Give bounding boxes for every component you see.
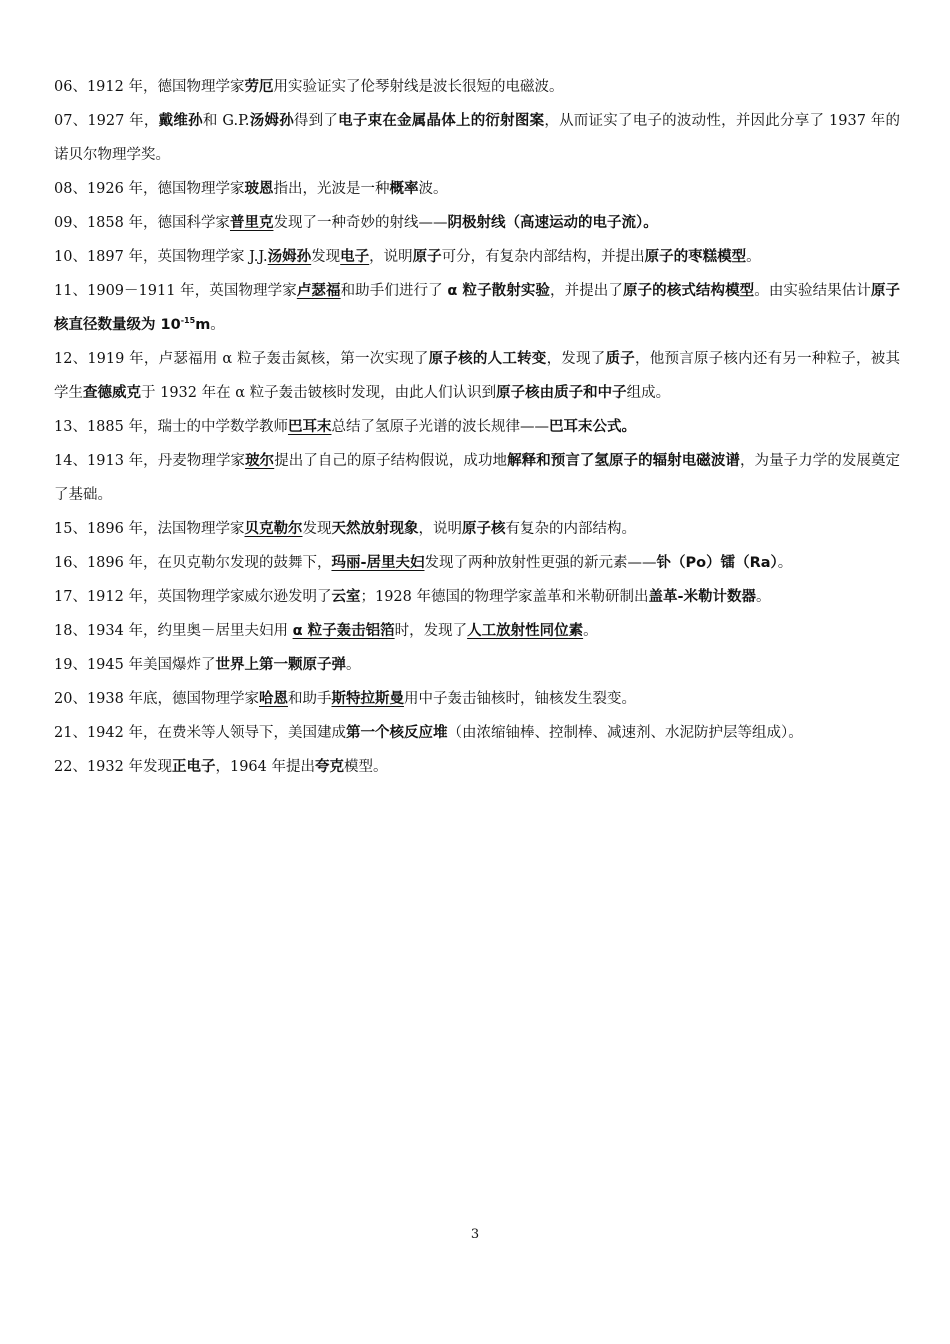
entry-text: 和助手 bbox=[287, 691, 332, 707]
entry-text: 14、1913 年，丹麦物理学家 bbox=[54, 453, 246, 469]
entry-text: ，并提出了 bbox=[550, 283, 623, 299]
entry-text: 07、1927 年， bbox=[54, 113, 159, 129]
entry-text: 总结了氢原子光谱的波长规律—— bbox=[331, 419, 549, 435]
entry-text: 发现了两种放射性更强的新元素—— bbox=[424, 555, 657, 571]
bold-term: 原子 bbox=[412, 249, 442, 265]
entry-text: 得到了 bbox=[293, 113, 339, 129]
entry-text: 发现了一种奇妙的射线—— bbox=[273, 215, 448, 231]
bold-term: 玻恩 bbox=[244, 181, 274, 197]
entry-text: ，说明 bbox=[369, 249, 413, 265]
underlined-name: 玛丽-居里夫妇 bbox=[331, 555, 425, 571]
entry-text: 。 bbox=[345, 657, 361, 673]
underlined-name: 哈恩 bbox=[258, 691, 288, 707]
entry-text: 22、1932 年发现 bbox=[54, 759, 172, 775]
history-entry bbox=[54, 682, 900, 716]
entry-text: 18、1934 年，约里奥－居里夫妇用 bbox=[54, 623, 293, 639]
entry-text: 。 bbox=[583, 623, 598, 639]
history-entry bbox=[54, 172, 900, 206]
entry-text: 10、1897 年，英国物理学家 J.J. bbox=[54, 249, 268, 265]
history-entry bbox=[54, 750, 900, 784]
entry-text: 06、1912 年，德国物理学家 bbox=[54, 79, 245, 95]
entry-text: 。 bbox=[756, 589, 771, 605]
bold-term: m bbox=[195, 317, 211, 333]
entry-text: ，为量子力学的发展奠定了基础。 bbox=[54, 453, 901, 503]
bold-term: 劳厄 bbox=[244, 79, 274, 95]
entry-text: 于 1932 年在 α 粒子轰击铍核时发现，由此人们认识到 bbox=[141, 385, 497, 401]
entry-text: ，他预言原子核内还有另一种粒子，被其学生 bbox=[54, 351, 901, 401]
entry-text: 15、1896 年，法国物理学家 bbox=[54, 521, 245, 537]
entry-text: 13、1885 年，瑞士的中学数学教师 bbox=[54, 419, 288, 435]
entry-text: 指出，光波是一种 bbox=[273, 181, 390, 197]
entry-text: 用中子轰击铀核时，铀核发生裂变。 bbox=[403, 691, 636, 707]
bold-term: 质子 bbox=[605, 351, 635, 367]
bold-term: 原子核直径数量级为 10 bbox=[54, 283, 901, 333]
history-entry bbox=[54, 70, 900, 104]
entry-text: ，说明 bbox=[418, 521, 462, 537]
entry-text: ，1964 年提出 bbox=[215, 759, 315, 775]
entry-text: （由浓缩铀棒、控制棒、减速剂、水泥防护层等组成）。 bbox=[447, 725, 803, 741]
bold-term: 概率 bbox=[389, 181, 419, 197]
entry-text: 。 bbox=[746, 249, 761, 265]
history-entry bbox=[54, 444, 900, 512]
entry-text: 发现 bbox=[302, 521, 332, 537]
entry-text: ，从而证实了电子的波动性，并因此分享了 1937 年的诺贝尔物理学奖。 bbox=[54, 113, 901, 163]
history-entry bbox=[54, 206, 900, 240]
entry-text: 模型。 bbox=[343, 759, 388, 775]
bold-term: 戴维孙 bbox=[158, 113, 203, 129]
bold-term: 电子束在金属晶体上的衍射图案 bbox=[338, 113, 545, 129]
bold-term: α 粒子散射实验 bbox=[447, 283, 551, 299]
entry-text: 提出了自己的原子结构假说，成功地 bbox=[274, 453, 508, 469]
entry-text: 时，发现了 bbox=[394, 623, 468, 639]
entry-text: 09、1858 年，德国科学家 bbox=[54, 215, 230, 231]
underlined-name: 贝克勒尔 bbox=[244, 521, 303, 537]
entry-text: 组成。 bbox=[626, 385, 671, 401]
underlined-name: 汤姆孙 bbox=[267, 249, 312, 265]
underlined-name: α 粒子轰击铝箔 bbox=[292, 623, 395, 639]
underlined-name: 人工放射性同位素 bbox=[467, 623, 584, 639]
history-entry bbox=[54, 648, 900, 682]
entry-text: 16、1896 年，在贝克勒尔发现的鼓舞下， bbox=[54, 555, 332, 571]
bold-term: 正电子 bbox=[171, 759, 216, 775]
document-body bbox=[54, 70, 900, 784]
entry-text: 19、1945 年美国爆炸了 bbox=[54, 657, 216, 673]
bold-term: 原子的枣糕模型 bbox=[644, 249, 747, 265]
entry-text: 。由实验结果估计 bbox=[754, 283, 871, 299]
underlined-name: 卢瑟福 bbox=[296, 283, 341, 299]
history-entry bbox=[54, 580, 900, 614]
bold-term: 世界上第一颗原子弹 bbox=[215, 657, 346, 673]
history-entry bbox=[54, 716, 900, 750]
bold-term: 盖革-米勒计数器 bbox=[648, 589, 757, 605]
history-entry bbox=[54, 104, 900, 172]
superscript: -15 bbox=[180, 316, 196, 325]
history-entry bbox=[54, 274, 900, 342]
entry-text: 。 bbox=[210, 317, 225, 333]
entry-text: 12、1919 年，卢瑟福用 α 粒子轰击氮核，第一次实现了 bbox=[54, 351, 429, 367]
history-entry bbox=[54, 512, 900, 546]
history-entry bbox=[54, 614, 900, 648]
history-entry bbox=[54, 240, 900, 274]
underlined-name: 电子 bbox=[340, 249, 370, 265]
entry-text: 发现 bbox=[311, 249, 341, 265]
bold-term: 查德威克 bbox=[83, 385, 141, 401]
entry-text: 波。 bbox=[418, 181, 448, 197]
entry-text: 。 bbox=[777, 555, 793, 571]
bold-term: 原子核的人工转变 bbox=[428, 351, 547, 367]
bold-term: 夸克 bbox=[314, 759, 344, 775]
entry-text: 和 G.P. bbox=[202, 113, 250, 129]
entry-text: 21、1942 年，在费米等人领导下，美国建成 bbox=[54, 725, 346, 741]
bold-term: 云室 bbox=[331, 589, 361, 605]
page-number: 3 bbox=[470, 1227, 480, 1242]
entry-text: 用实验证实了伦琴射线是波长很短的电磁波。 bbox=[273, 79, 564, 95]
bold-term: 巴耳末公式。 bbox=[548, 419, 636, 435]
bold-term: 钋（Po）镭（Ra） bbox=[656, 555, 778, 571]
entry-text: 17、1912 年，英国物理学家威尔逊发明了 bbox=[54, 589, 332, 605]
bold-term: 汤姆孙 bbox=[249, 113, 294, 129]
bold-term: 原子核由质子和中子 bbox=[496, 385, 627, 401]
entry-text: 11、1909－1911 年，英国物理学家 bbox=[54, 283, 297, 299]
history-entry bbox=[54, 410, 900, 444]
history-entry bbox=[54, 342, 900, 410]
entry-text: 08、1926 年，德国物理学家 bbox=[54, 181, 245, 197]
entry-text: ；1928 年德国的物理学家盖革和米勒研制出 bbox=[360, 589, 649, 605]
bold-term: 第一个核反应堆 bbox=[345, 725, 448, 741]
underlined-name: 斯特拉斯曼 bbox=[331, 691, 404, 707]
entry-text: 20、1938 年底，德国物理学家 bbox=[54, 691, 259, 707]
entry-text: 可分，有复杂内部结构，并提出 bbox=[441, 249, 645, 265]
bold-term: 原子的核式结构模型 bbox=[622, 283, 755, 299]
underlined-name: 玻尔 bbox=[245, 453, 275, 469]
underlined-name: 普里克 bbox=[229, 215, 274, 231]
bold-term: 阴极射线（高速运动的电子流）。 bbox=[447, 215, 658, 231]
history-entry bbox=[54, 546, 900, 580]
entry-text: 有复杂的内部结构。 bbox=[505, 521, 636, 537]
entry-text: ，发现了 bbox=[546, 351, 606, 367]
underlined-name: 巴耳末 bbox=[287, 419, 332, 435]
bold-term: 天然放射现象 bbox=[331, 521, 419, 537]
entry-text: 和助手们进行了 bbox=[340, 283, 448, 299]
bold-term: 解释和预言了氢原子的辐射电磁波谱 bbox=[507, 453, 740, 469]
bold-term: 原子核 bbox=[461, 521, 506, 537]
